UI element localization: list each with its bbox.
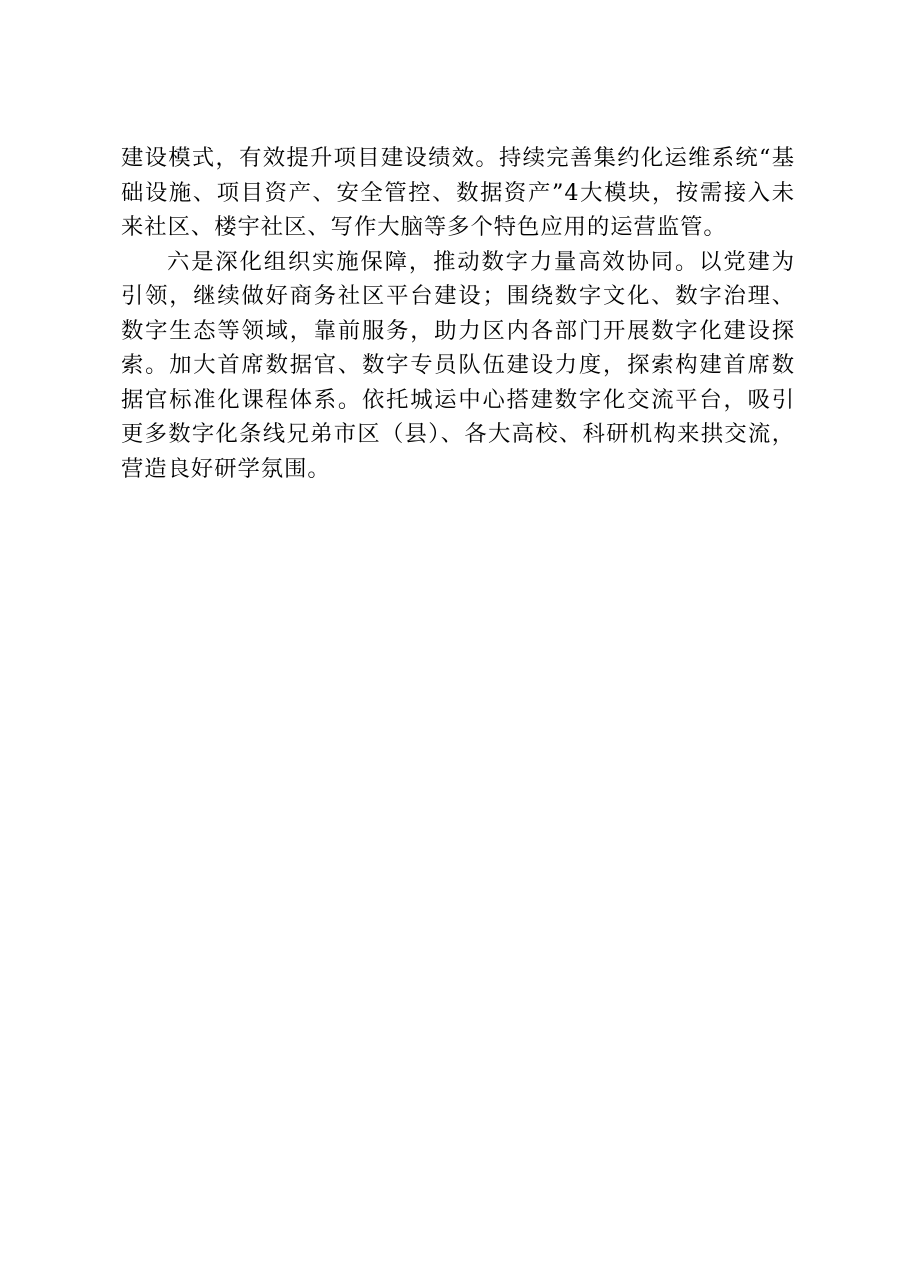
paragraph-continuation: 建设模式，有效提升项目建设绩效。持续完善集约化运维系统“基础设施、项目资产、安全管控、数据资产”4大模块，按需接入未来社区、楼宇社区、写作大脑等多个特色应用的运营监管。 [121, 145, 795, 240]
document-body [121, 141, 795, 486]
paragraph-six: 六是深化组织实施保障，推动数字力量高效协同。以党建为引领，继续做好商务社区平台建设；围绕数字文化、数字治理、数字生态等领域，靠前服务，助力区内各部门开展数字化建设探索。加大首席数据官、数字专员队伍建设力度，探索构建首席数据官标准化课程体系。依托城运中心搭建数字化交流平台，吸引更多数字化条线兄弟市区（县）、各大高校、科研机构来拱交流，营造良好研学氛围。 [121, 248, 795, 482]
